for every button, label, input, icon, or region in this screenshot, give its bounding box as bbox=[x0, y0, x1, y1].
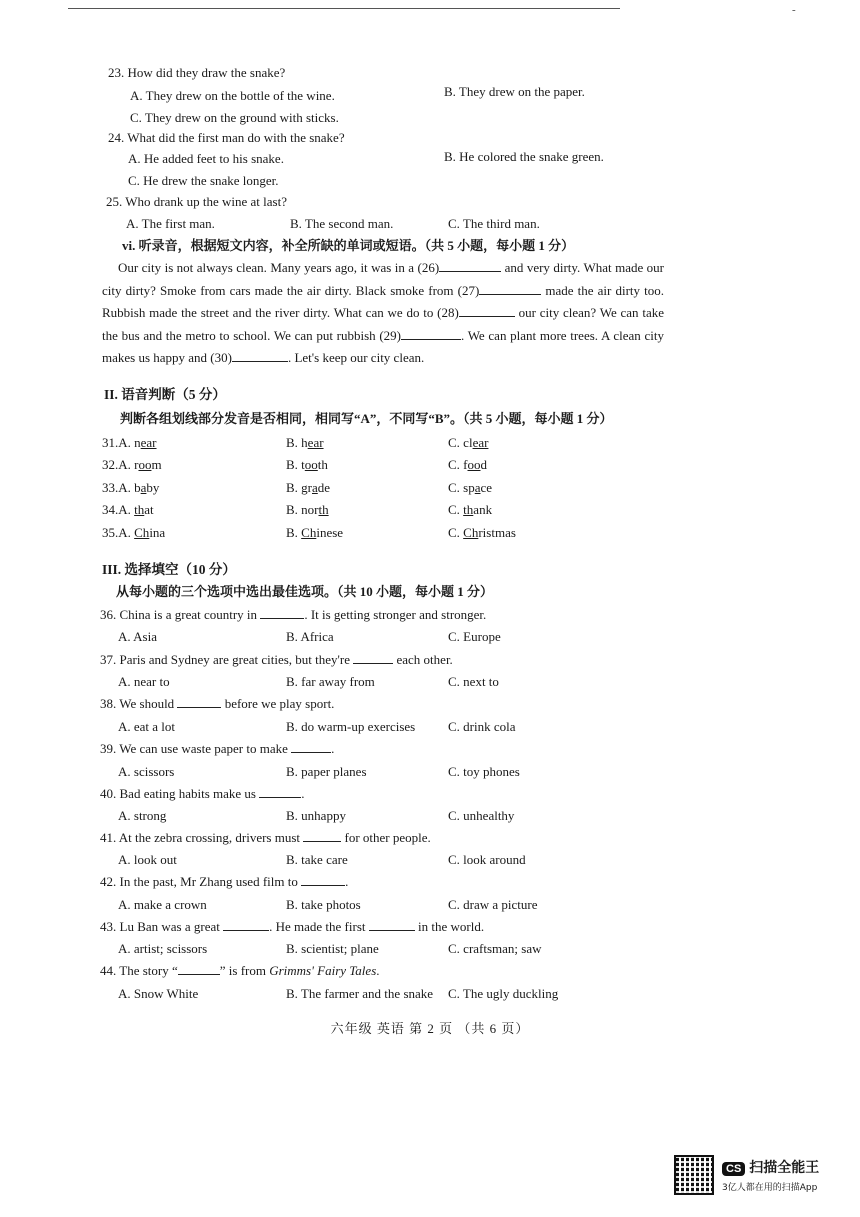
q42-stem: 42. In the past, Mr Zhang used film to . bbox=[100, 874, 349, 889]
phonics-32-b: B. tooth bbox=[286, 457, 328, 472]
phonics-35-c: C. Christmas bbox=[448, 525, 516, 540]
q38-option-c: C. drink cola bbox=[448, 719, 516, 734]
brand-subtitle: 3亿人都在用的扫描App bbox=[722, 1183, 818, 1193]
q44-option-c: C. The ugly duckling bbox=[448, 986, 559, 1001]
phonics-34-b: B. north bbox=[286, 502, 329, 517]
q40-option-b: B. unhappy bbox=[286, 808, 346, 823]
phonics-31-a: 31.A. near bbox=[102, 435, 157, 450]
q37-stem: 37. Paris and Sydney are great cities, but they're each other. bbox=[100, 652, 453, 667]
q41-option-c: C. look around bbox=[448, 852, 526, 867]
corner-mark: - bbox=[792, 4, 796, 16]
passage-part-4: our city clean? We can take the bus and the metro to school. We can put rubbish (29) bbox=[102, 305, 664, 343]
brand-title: 扫描全能王 bbox=[749, 1160, 820, 1176]
passage-part-1: Our city is not always clean. Many years ago, it was in a (26) bbox=[118, 260, 440, 275]
q42-option-c: C. draw a picture bbox=[448, 897, 538, 912]
blank-30 bbox=[232, 349, 288, 362]
q25-option-b: B. The second man. bbox=[290, 216, 394, 231]
blank-27 bbox=[479, 282, 541, 295]
q25-option-c: C. The third man. bbox=[448, 216, 540, 231]
q44-stem: 44. The story “ ” is from Grimms' Fairy Tales. bbox=[100, 963, 380, 978]
phonics-32-a: 32.A. room bbox=[102, 457, 162, 472]
section-iii-instruction: 从每小题的三个选项中选出最佳选项。（共 10 小题，每小题 1 分） bbox=[116, 584, 494, 599]
cs-logo-icon: CS bbox=[722, 1162, 745, 1176]
phonics-34-c: C. thank bbox=[448, 502, 493, 517]
q38-option-b: B. do warm-up exercises bbox=[286, 719, 416, 734]
q37-option-a: A. near to bbox=[118, 674, 170, 689]
section-ii-heading: II. 语音判断（5 分） bbox=[104, 387, 226, 402]
q40-option-a: A. strong bbox=[118, 808, 167, 823]
section-iii-heading: III. 选择填空（10 分） bbox=[102, 562, 236, 577]
q36-option-b: B. Africa bbox=[286, 629, 334, 644]
blank-29 bbox=[401, 327, 461, 340]
q44-option-b: B. The farmer and the snake bbox=[286, 986, 434, 1001]
blank-28 bbox=[459, 304, 515, 317]
passage-part-6: . Let's keep our city clean. bbox=[287, 350, 425, 365]
q41-stem: 41. At the zebra crossing, drivers must for other people. bbox=[100, 830, 431, 845]
phonics-34-a: 34.A. that bbox=[102, 502, 154, 517]
q23-stem: 23. How did they draw the snake? bbox=[108, 65, 286, 80]
phonics-33-a: 33.A. baby bbox=[102, 480, 160, 495]
q39-stem: 39. We can use waste paper to make . bbox=[100, 741, 335, 756]
q24-option-c: C. He drew the snake longer. bbox=[128, 173, 279, 188]
scanner-badge bbox=[674, 1155, 819, 1195]
q42-option-b: B. take photos bbox=[286, 897, 361, 912]
q38-stem: 38. We should before we play sport. bbox=[100, 696, 335, 711]
q24-stem: 24. What did the first man do with the snake? bbox=[108, 130, 345, 145]
q37-option-c: C. next to bbox=[448, 674, 499, 689]
q39-option-c: C. toy phones bbox=[448, 764, 520, 779]
passage-part-3: made the air dirty too. Rubbish made the street and the river dirty. What can we do to (28) bbox=[102, 282, 664, 320]
q23-option-b: B. They drew on the paper. bbox=[444, 84, 585, 99]
phonics-32-c: C. food bbox=[448, 457, 487, 472]
q39-option-a: A. scissors bbox=[118, 764, 175, 779]
q23-option-a: A. They drew on the bottle of the wine. bbox=[130, 88, 335, 103]
q37-option-b: B. far away from bbox=[286, 674, 375, 689]
q24-option-a: A. He added feet to his snake. bbox=[128, 151, 284, 166]
q25-option-a: A. The first man. bbox=[126, 216, 215, 231]
cloze-passage: Our city is not always clean. Many years ago, it was in a (26) and very dirty. What made our city dirty? Smoke from cars made the air dirty. Black smoke from (27) made the air dirty too. Rubbish made the street and the river dirty. What can we do to (28) our city clean? We can take the bus and the metro to school. We can put rubbish (29) . We can plant more trees. A clean city makes us happy and (30) . Let's keep our city clean. bbox=[102, 260, 665, 365]
phonics-33-b: B. grade bbox=[286, 480, 331, 495]
q24-option-b: B. He colored the snake green. bbox=[444, 149, 604, 164]
q39-option-b: B. paper planes bbox=[286, 764, 367, 779]
q36-option-a: A. Asia bbox=[118, 629, 157, 644]
q43-stem: 43. Lu Ban was a great . He made the first in the world. bbox=[100, 919, 485, 934]
q38-option-a: A. eat a lot bbox=[118, 719, 176, 734]
qr-code-icon bbox=[674, 1155, 714, 1195]
q44-option-a: A. Snow White bbox=[118, 986, 199, 1001]
scanner-brand bbox=[722, 1157, 819, 1193]
passage-part-5: We can plant more trees. A clean city makes us happy and (30) bbox=[102, 327, 664, 365]
page-footer: 六年级 英语 第 2 页 （共 6 页） bbox=[330, 1021, 530, 1036]
section-vi-heading: vi. 听录音，根据短文内容，补全所缺的单词或短语。（共 5 小题，每小题 1 分） bbox=[122, 238, 575, 253]
q36-stem: 36. China is a great country in . It is getting stronger and stronger. bbox=[100, 607, 487, 622]
q41-option-b: B. take care bbox=[286, 852, 348, 867]
q36-option-c: C. Europe bbox=[448, 629, 501, 644]
q43-option-a: A. artist; scissors bbox=[118, 941, 208, 956]
phonics-33-c: C. space bbox=[448, 480, 493, 495]
phonics-31-b: B. hear bbox=[286, 435, 324, 450]
q40-option-c: C. unhealthy bbox=[448, 808, 515, 823]
q25-stem: 25. Who drank up the wine at last? bbox=[106, 194, 287, 209]
phonics-35-b: B. Chinese bbox=[286, 525, 344, 540]
q23-option-c: C. They drew on the ground with sticks. bbox=[130, 110, 339, 125]
q43-option-b: B. scientist; plane bbox=[286, 941, 379, 956]
passage-part-2: and very dirty. What made our city dirty? Smoke from cars made the air dirty. Black smoke from (27) bbox=[102, 260, 665, 298]
q42-option-a: A. make a crown bbox=[118, 897, 207, 912]
q41-option-a: A. look out bbox=[118, 852, 177, 867]
blank-26 bbox=[439, 259, 501, 272]
section-ii-instruction: 判断各组划线部分发音是否相同，相同写“A”，不同写“B”。（共 5 小题，每小题 1 分） bbox=[120, 411, 613, 426]
q43-option-c: C. craftsman; saw bbox=[448, 941, 542, 956]
phonics-31-c: C. clear bbox=[448, 435, 489, 450]
q40-stem: 40. Bad eating habits make us . bbox=[100, 786, 305, 801]
phonics-35-a: 35.A. China bbox=[102, 525, 166, 540]
